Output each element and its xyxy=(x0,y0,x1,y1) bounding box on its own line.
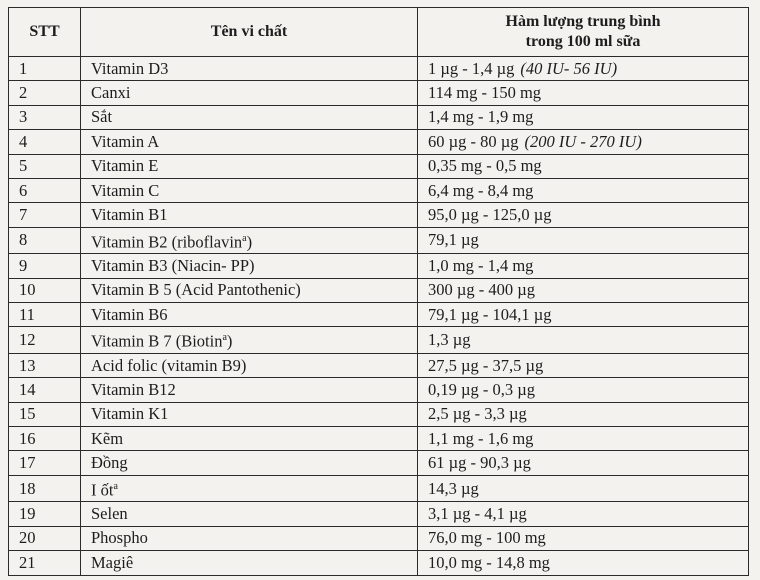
table-row xyxy=(9,130,749,154)
row-amount-cell xyxy=(418,551,749,575)
table-row xyxy=(9,303,749,327)
row-name-cell xyxy=(81,327,418,354)
nutrient-table xyxy=(8,7,749,576)
row-amount-cell xyxy=(418,278,749,302)
row-name-cell xyxy=(81,105,418,129)
table-row xyxy=(9,526,749,550)
row-stt-cell: 3 xyxy=(9,105,81,129)
nutrient-name: Đồng xyxy=(91,453,128,473)
amount-value: 10,0 mg - 14,8 mg xyxy=(428,552,550,572)
row-stt-cell: 16 xyxy=(9,427,81,451)
nutrient-name: Vitamin B12 xyxy=(91,379,176,399)
nutrient-name: Magiê xyxy=(91,552,134,572)
row-stt-cell: 15 xyxy=(9,402,81,426)
table-row xyxy=(9,475,749,502)
footnote-marker: a xyxy=(242,232,247,244)
nutrient-name: Selen xyxy=(91,504,128,524)
row-stt-cell: 11 xyxy=(9,303,81,327)
amount-value: 76,0 mg - 100 mg xyxy=(428,528,546,548)
nutrient-name: Kẽm xyxy=(91,428,124,448)
footnote-marker: a xyxy=(222,332,227,344)
row-stt-cell: 21 xyxy=(9,551,81,575)
header-amount-line2: trong 100 ml sữa xyxy=(525,33,641,50)
row-stt-cell: 8 xyxy=(9,227,81,254)
table-body xyxy=(9,57,749,576)
nutrient-name: Acid folic (vitamin B9) xyxy=(91,355,247,375)
table-row xyxy=(9,178,749,202)
row-name-cell xyxy=(81,81,418,105)
table-header xyxy=(9,8,749,57)
table-row xyxy=(9,227,749,254)
nutrient-name: Vitamin E xyxy=(91,156,159,176)
table-row xyxy=(9,451,749,475)
amount-value: 1,4 mg - 1,9 mg xyxy=(428,107,534,127)
amount-value: 2,5 µg - 3,3 µg xyxy=(428,404,527,424)
nutrient-name: Vitamin D3 xyxy=(91,58,169,78)
amount-value: 0,35 mg - 0,5 mg xyxy=(428,156,542,176)
nutrient-name: Phospho xyxy=(91,528,148,548)
amount-value: 95,0 µg - 125,0 µg xyxy=(428,205,552,225)
row-stt-cell: 14 xyxy=(9,378,81,402)
nutrient-name: Vitamin B 7 (Biotin xyxy=(91,331,223,351)
row-amount-cell xyxy=(418,427,749,451)
row-stt-cell: 4 xyxy=(9,130,81,154)
amount-value: 79,1 µg - 104,1 µg xyxy=(428,304,552,324)
amount-value: 14,3 µg xyxy=(428,478,479,498)
amount-value: 1,0 mg - 1,4 mg xyxy=(428,255,534,275)
table-row xyxy=(9,203,749,227)
table-row xyxy=(9,353,749,377)
amount-value: 27,5 µg - 37,5 µg xyxy=(428,355,544,375)
header-amount xyxy=(418,8,749,57)
row-stt-cell: 20 xyxy=(9,526,81,550)
nutrient-name-tail: ) xyxy=(226,331,233,351)
row-name-cell xyxy=(81,154,418,178)
row-name-cell xyxy=(81,57,418,81)
row-amount-cell xyxy=(418,227,749,254)
row-amount-cell xyxy=(418,154,749,178)
row-amount-cell xyxy=(418,502,749,526)
amount-value: 0,19 µg - 0,3 µg xyxy=(428,379,536,399)
table-row xyxy=(9,81,749,105)
nutrient-name: Vitamin B6 xyxy=(91,304,168,324)
table-row xyxy=(9,427,749,451)
nutrient-name: Canxi xyxy=(91,83,131,103)
table-row xyxy=(9,105,749,129)
row-stt-cell: 17 xyxy=(9,451,81,475)
row-stt-cell: 2 xyxy=(9,81,81,105)
row-stt-cell: 12 xyxy=(9,327,81,354)
nutrient-name: Vitamin A xyxy=(91,131,160,151)
table-row xyxy=(9,551,749,575)
row-name-cell xyxy=(81,378,418,402)
row-stt-cell: 7 xyxy=(9,203,81,227)
row-stt-cell: 5 xyxy=(9,154,81,178)
header-nutrient-name: Tên vi chất xyxy=(81,8,418,57)
amount-value: 79,1 µg xyxy=(428,230,479,250)
amount-iu: (40 IU- 56 IU) xyxy=(520,58,618,78)
row-stt-cell: 18 xyxy=(9,475,81,502)
table-row xyxy=(9,154,749,178)
row-name-cell xyxy=(81,475,418,502)
row-name-cell xyxy=(81,451,418,475)
amount-value: 3,1 µg - 4,1 µg xyxy=(428,504,527,524)
row-name-cell xyxy=(81,178,418,202)
nutrient-name: Vitamin B 5 (Acid Pantothenic) xyxy=(91,280,301,300)
row-amount-cell xyxy=(418,526,749,550)
header-row xyxy=(9,8,749,57)
nutrient-name: I ốt xyxy=(91,480,114,500)
footnote-marker: a xyxy=(113,480,118,492)
amount-value: 114 mg - 150 mg xyxy=(428,83,542,103)
row-amount-cell xyxy=(418,327,749,354)
row-amount-cell xyxy=(418,178,749,202)
row-name-cell xyxy=(81,551,418,575)
row-stt-cell: 1 xyxy=(9,57,81,81)
header-amount-line1: Hàm lượng trung bình xyxy=(505,13,661,30)
row-name-cell xyxy=(81,130,418,154)
table-row xyxy=(9,502,749,526)
row-stt-cell: 9 xyxy=(9,254,81,278)
row-amount-cell xyxy=(418,130,749,154)
row-amount-cell xyxy=(418,353,749,377)
nutrient-name: Vitamin B2 (riboflavin xyxy=(91,232,243,252)
row-amount-cell xyxy=(418,402,749,426)
row-amount-cell xyxy=(418,203,749,227)
row-stt-cell: 13 xyxy=(9,353,81,377)
row-name-cell xyxy=(81,303,418,327)
row-name-cell xyxy=(81,526,418,550)
nutrient-name: Vitamin B1 xyxy=(91,205,168,225)
nutrient-name-tail: ) xyxy=(246,232,253,252)
amount-value: 1,1 mg - 1,6 mg xyxy=(428,428,534,448)
amount-value: 1 µg - 1,4 µg xyxy=(428,58,515,78)
table-row xyxy=(9,254,749,278)
nutrient-name: Sắt xyxy=(91,107,113,127)
amount-value: 6,4 mg - 8,4 mg xyxy=(428,180,534,200)
row-name-cell xyxy=(81,254,418,278)
row-name-cell xyxy=(81,278,418,302)
table-row xyxy=(9,278,749,302)
row-name-cell xyxy=(81,227,418,254)
table-row xyxy=(9,378,749,402)
table-row xyxy=(9,402,749,426)
row-stt-cell: 10 xyxy=(9,278,81,302)
row-amount-cell xyxy=(418,57,749,81)
table-row xyxy=(9,57,749,81)
row-name-cell xyxy=(81,203,418,227)
nutrient-name: Vitamin K1 xyxy=(91,404,169,424)
row-name-cell xyxy=(81,427,418,451)
row-name-cell xyxy=(81,353,418,377)
row-amount-cell xyxy=(418,475,749,502)
amount-value: 1,3 µg xyxy=(428,330,471,350)
row-amount-cell xyxy=(418,451,749,475)
amount-value: 61 µg - 90,3 µg xyxy=(428,453,531,473)
row-amount-cell xyxy=(418,254,749,278)
nutrient-name: Vitamin C xyxy=(91,180,160,200)
row-amount-cell xyxy=(418,81,749,105)
row-stt-cell: 6 xyxy=(9,178,81,202)
row-name-cell xyxy=(81,402,418,426)
row-amount-cell xyxy=(418,378,749,402)
row-stt-cell: 19 xyxy=(9,502,81,526)
row-amount-cell xyxy=(418,105,749,129)
amount-iu: (200 IU - 270 IU) xyxy=(524,131,642,151)
amount-value: 60 µg - 80 µg xyxy=(428,131,519,151)
row-name-cell xyxy=(81,502,418,526)
nutrient-name: Vitamin B3 (Niacin- PP) xyxy=(91,255,255,275)
table-row xyxy=(9,327,749,354)
amount-value: 300 µg - 400 µg xyxy=(428,280,536,300)
header-stt: STT xyxy=(9,8,81,57)
row-amount-cell xyxy=(418,303,749,327)
